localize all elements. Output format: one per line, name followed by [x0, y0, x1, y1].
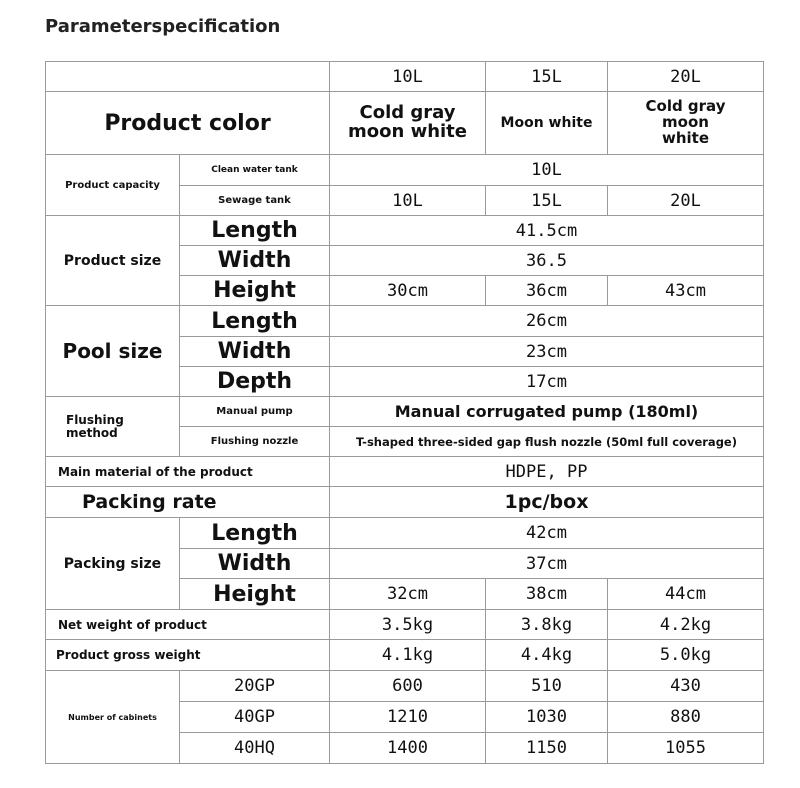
pool-width-label: Width: [180, 337, 330, 367]
manual-pump-label: Manual pump: [180, 397, 330, 427]
number-of-cabinets-label: Number of cabinets: [46, 671, 180, 764]
page-title: Parameterspecification: [45, 16, 281, 37]
main-material-label: Main material of the product: [46, 457, 330, 487]
header-corner: [46, 62, 330, 92]
net-weight-10l: 3.5kg: [330, 610, 486, 640]
product-length-value: 41.5cm: [330, 216, 764, 246]
clean-water-tank-label: Clean water tank: [180, 155, 330, 186]
cabinet-40hq-10l: 1400: [330, 733, 486, 764]
cabinet-40hq-20l: 1055: [608, 733, 764, 764]
product-height-15l: 36cm: [486, 276, 608, 306]
packing-width-label: Width: [180, 549, 330, 579]
sewage-20l: 20L: [608, 186, 764, 216]
cabinet-40hq-label: 40HQ: [180, 733, 330, 764]
packing-height-label: Height: [180, 579, 330, 610]
packing-rate-value: 1pc/box: [330, 487, 764, 518]
header-15l: 15L: [486, 62, 608, 92]
net-weight-row: [46, 610, 764, 640]
flushing-nozzle-label: Flushing nozzle: [180, 427, 330, 457]
packing-height-15l: 38cm: [486, 579, 608, 610]
product-color-10l: Cold gray moon white: [330, 92, 486, 155]
product-size-label: Product size: [46, 216, 180, 306]
gross-weight-15l: 4.4kg: [486, 640, 608, 671]
cabinet-20gp-label: 20GP: [180, 671, 330, 702]
cabinet-20gp-20l: 430: [608, 671, 764, 702]
product-height-label: Height: [180, 276, 330, 306]
pool-length-value: 26cm: [330, 306, 764, 337]
product-capacity-label: Product capacity: [46, 155, 180, 216]
packing-length-label: Length: [180, 518, 330, 549]
pool-length-label: Length: [180, 306, 330, 337]
packing-rate-label: Packing rate: [46, 487, 330, 518]
header-10l: 10L: [330, 62, 486, 92]
packing-height-20l: 44cm: [608, 579, 764, 610]
net-weight-label: Net weight of product: [46, 610, 330, 640]
cabinet-40gp-label: 40GP: [180, 702, 330, 733]
flushing-pump-row: [46, 397, 764, 427]
net-weight-20l: 4.2kg: [608, 610, 764, 640]
cabinet-40gp-15l: 1030: [486, 702, 608, 733]
pool-size-label: Pool size: [46, 306, 180, 397]
packing-height-10l: 32cm: [330, 579, 486, 610]
sewage-15l: 15L: [486, 186, 608, 216]
manual-pump-value: Manual corrugated pump (180ml): [330, 397, 764, 427]
main-material-value: HDPE, PP: [330, 457, 764, 487]
packing-length-value: 42cm: [330, 518, 764, 549]
flushing-method-label: Flushing method: [46, 397, 180, 457]
cabinet-20gp-row: [46, 671, 764, 702]
clean-water-tank-value: 10L: [330, 155, 764, 186]
product-color-15l: Moon white: [486, 92, 608, 155]
gross-weight-label: Product gross weight: [46, 640, 330, 671]
product-length-label: Length: [180, 216, 330, 246]
flushing-nozzle-value: T-shaped three-sided gap flush nozzle (50ml full coverage): [330, 427, 764, 457]
product-width-label: Width: [180, 246, 330, 276]
product-color-label: Product color: [46, 92, 330, 155]
product-height-20l: 43cm: [608, 276, 764, 306]
packing-width-value: 37cm: [330, 549, 764, 579]
product-color-20l: Cold gray moon white: [608, 92, 764, 155]
gross-weight-10l: 4.1kg: [330, 640, 486, 671]
product-width-value: 36.5: [330, 246, 764, 276]
packing-rate-row: [46, 487, 764, 518]
packing-length-row: [46, 518, 764, 549]
cabinet-40hq-15l: 1150: [486, 733, 608, 764]
packing-size-label: Packing size: [46, 518, 180, 610]
header-20l: 20L: [608, 62, 764, 92]
capacity-clean-row: [46, 155, 764, 186]
pool-depth-value: 17cm: [330, 367, 764, 397]
net-weight-15l: 3.8kg: [486, 610, 608, 640]
spec-table: [45, 61, 764, 764]
cabinet-40gp-10l: 1210: [330, 702, 486, 733]
material-row: [46, 457, 764, 487]
header-row: [46, 62, 764, 92]
gross-weight-row: [46, 640, 764, 671]
sewage-tank-label: Sewage tank: [180, 186, 330, 216]
product-height-10l: 30cm: [330, 276, 486, 306]
gross-weight-20l: 5.0kg: [608, 640, 764, 671]
cabinet-20gp-10l: 600: [330, 671, 486, 702]
product-color-row: [46, 92, 764, 155]
pool-length-row: [46, 306, 764, 337]
cabinet-40gp-20l: 880: [608, 702, 764, 733]
pool-width-value: 23cm: [330, 337, 764, 367]
cabinet-20gp-15l: 510: [486, 671, 608, 702]
product-size-length-row: [46, 216, 764, 246]
sewage-10l: 10L: [330, 186, 486, 216]
pool-depth-label: Depth: [180, 367, 330, 397]
